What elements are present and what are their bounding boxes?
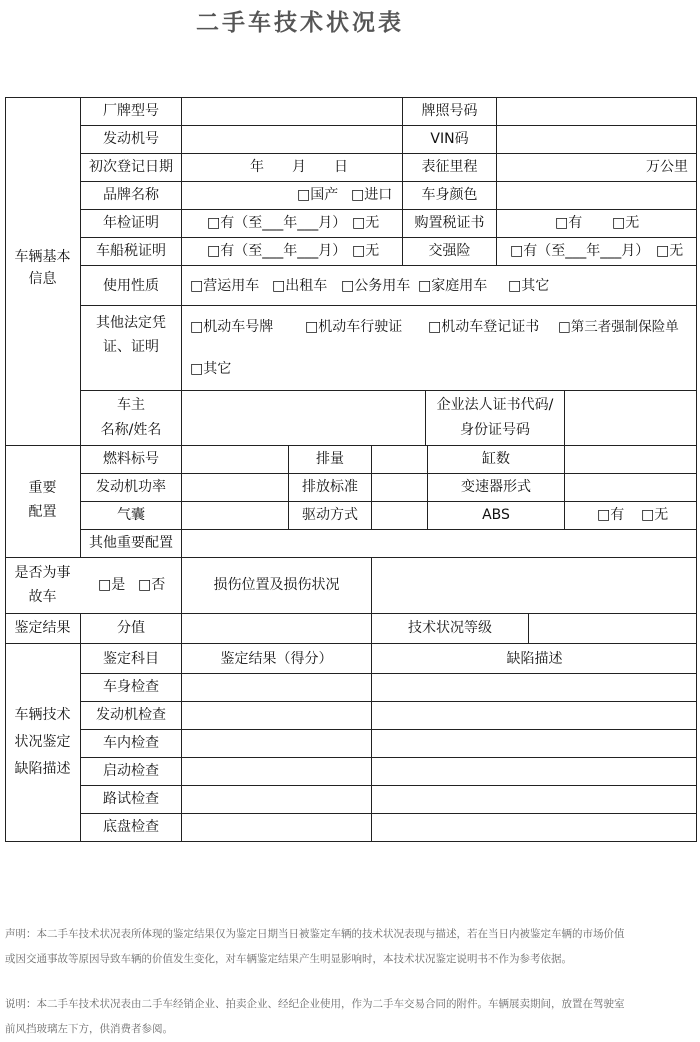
checkbox-usage-other[interactable]: □ 其它 — [508, 277, 549, 295]
checkbox-inspection-none[interactable]: □ 无 — [352, 214, 379, 232]
checkbox-usage-commercial[interactable]: □ 营运用车 — [190, 277, 259, 295]
col-defect-description: 缺陷描述 — [506, 651, 563, 667]
checkbox-purchase-tax-has[interactable]: □ 有 — [555, 214, 582, 232]
label-inspection-cert: 年检证明 — [103, 215, 159, 231]
odometer-unit: 万公里 — [646, 159, 688, 175]
checkbox-imported[interactable]: □ 进口 — [351, 186, 392, 204]
checkbox-domestic[interactable]: □ 国产 — [297, 186, 338, 204]
label-corp-code: 企业法人证书代码/ 身份证号码 — [436, 397, 554, 438]
section-defects: 车辆技术 状况鉴定 缺陷描述 — [14, 707, 71, 777]
label-score: 分值 — [117, 620, 145, 636]
declaration-note: 声明：本二手车技术状况表所体现的鉴定结果仅为鉴定日期当日被鉴定车辆的技术状况表现与描述，若在当日内被鉴定车辆的市场价值 或因交通事故等原因导致车辆的价值发生变化，对车辆鉴定结果产生明显影响时，本技术状况鉴定说明书不作为参考依据。 — [5, 928, 625, 965]
checkbox-insurance-has[interactable]: □ 有（至___年___月） — [510, 242, 649, 260]
label-abs: ABS — [482, 507, 510, 523]
inspection-item: 车身检查 — [103, 679, 159, 695]
checkbox-vessel-tax-none[interactable]: □ 无 — [352, 242, 379, 260]
label-first-registration: 初次登记日期 — [89, 159, 173, 175]
checkbox-usage-taxi[interactable]: □ 出租车 — [272, 277, 327, 295]
checkbox-accident-yes[interactable]: □ 是 — [98, 576, 125, 594]
label-emission: 排放标准 — [302, 479, 358, 495]
checkbox-accident-no[interactable]: □ 否 — [138, 576, 165, 594]
inspection-item: 路试检查 — [103, 791, 159, 807]
col-inspection-result: 鉴定结果（得分） — [220, 651, 333, 667]
inspection-item: 底盘检查 — [103, 819, 159, 835]
checkbox-insurance-none[interactable]: □ 无 — [656, 242, 683, 260]
section-vehicle-info: 车辆基本信息 — [14, 249, 71, 287]
label-damage: 损伤位置及损伤状况 — [213, 577, 340, 593]
label-other-documents: 其他法定凭 证、证明 — [96, 315, 166, 355]
label-fuel: 燃料标号 — [103, 451, 159, 467]
label-engine-power: 发动机功率 — [96, 479, 166, 495]
section-config: 重要 配置 — [28, 480, 57, 520]
checkbox-purchase-tax-none[interactable]: □ 无 — [612, 214, 639, 232]
label-vessel-tax: 车船税证明 — [96, 243, 166, 259]
label-vin: VIN码 — [430, 131, 469, 147]
label-accident: 是否为事 故车 — [14, 565, 71, 605]
label-grade: 技术状况等级 — [408, 620, 492, 636]
inspection-item: 发动机检查 — [96, 707, 166, 723]
checkbox-doc-plate[interactable]: □ 机动车号牌 — [190, 318, 273, 336]
inspection-item: 启动检查 — [103, 763, 159, 779]
label-result: 鉴定结果 — [14, 620, 71, 636]
label-engine-number: 发动机号 — [103, 131, 159, 147]
first-registration-date: 年 月 日 — [250, 159, 348, 175]
label-airbag: 气囊 — [117, 507, 145, 523]
checkbox-doc-registration[interactable]: □ 机动车登记证书 — [428, 318, 539, 336]
checkbox-doc-insurance[interactable]: □ 第三者强制保险单 — [558, 318, 679, 336]
checkbox-doc-license[interactable]: □ 机动车行驶证 — [305, 318, 402, 336]
label-cylinders: 缸数 — [482, 451, 510, 467]
label-brand-name: 品牌名称 — [103, 187, 159, 203]
checkbox-abs-none[interactable]: □ 无 — [641, 506, 668, 524]
explanation-note: 说明：本二手车技术状况表由二手车经销企业、拍卖企业、经纪企业使用，作为二手车交易合同的附件。车辆展卖期间，放置在驾驶室 前风挡玻璃左下方，供消费者参阅。 — [5, 998, 625, 1035]
label-body-color: 车身颜色 — [421, 187, 478, 203]
label-odometer: 表征里程 — [421, 159, 478, 175]
checkbox-usage-family[interactable]: □ 家庭用车 — [418, 277, 487, 295]
label-usage: 使用性质 — [103, 278, 159, 294]
label-other-config: 其他重要配置 — [89, 535, 173, 551]
label-owner: 车主 名称/姓名 — [100, 397, 162, 438]
label-plate-number: 牌照号码 — [421, 103, 478, 119]
label-compulsory-insurance: 交强险 — [428, 243, 471, 259]
label-transmission: 变速器形式 — [461, 479, 531, 495]
checkbox-vessel-tax-has[interactable]: □ 有（至___年___月） — [207, 242, 346, 260]
label-purchase-tax: 购置税证书 — [414, 215, 485, 231]
checkbox-abs-has[interactable]: □ 有 — [597, 506, 624, 524]
label-drive: 驱动方式 — [302, 507, 358, 523]
label-brand-model: 厂牌型号 — [103, 103, 159, 119]
col-inspection-item: 鉴定科目 — [103, 651, 159, 667]
label-displacement: 排量 — [316, 451, 344, 467]
inspection-item: 车内检查 — [103, 735, 159, 751]
checkbox-doc-other[interactable]: □ 其它 — [190, 360, 231, 378]
checkbox-inspection-has[interactable]: □ 有（至___年___月） — [207, 214, 346, 232]
page-title: 二手车技术状况表 — [196, 10, 404, 36]
checkbox-usage-official[interactable]: □ 公务用车 — [341, 277, 410, 295]
